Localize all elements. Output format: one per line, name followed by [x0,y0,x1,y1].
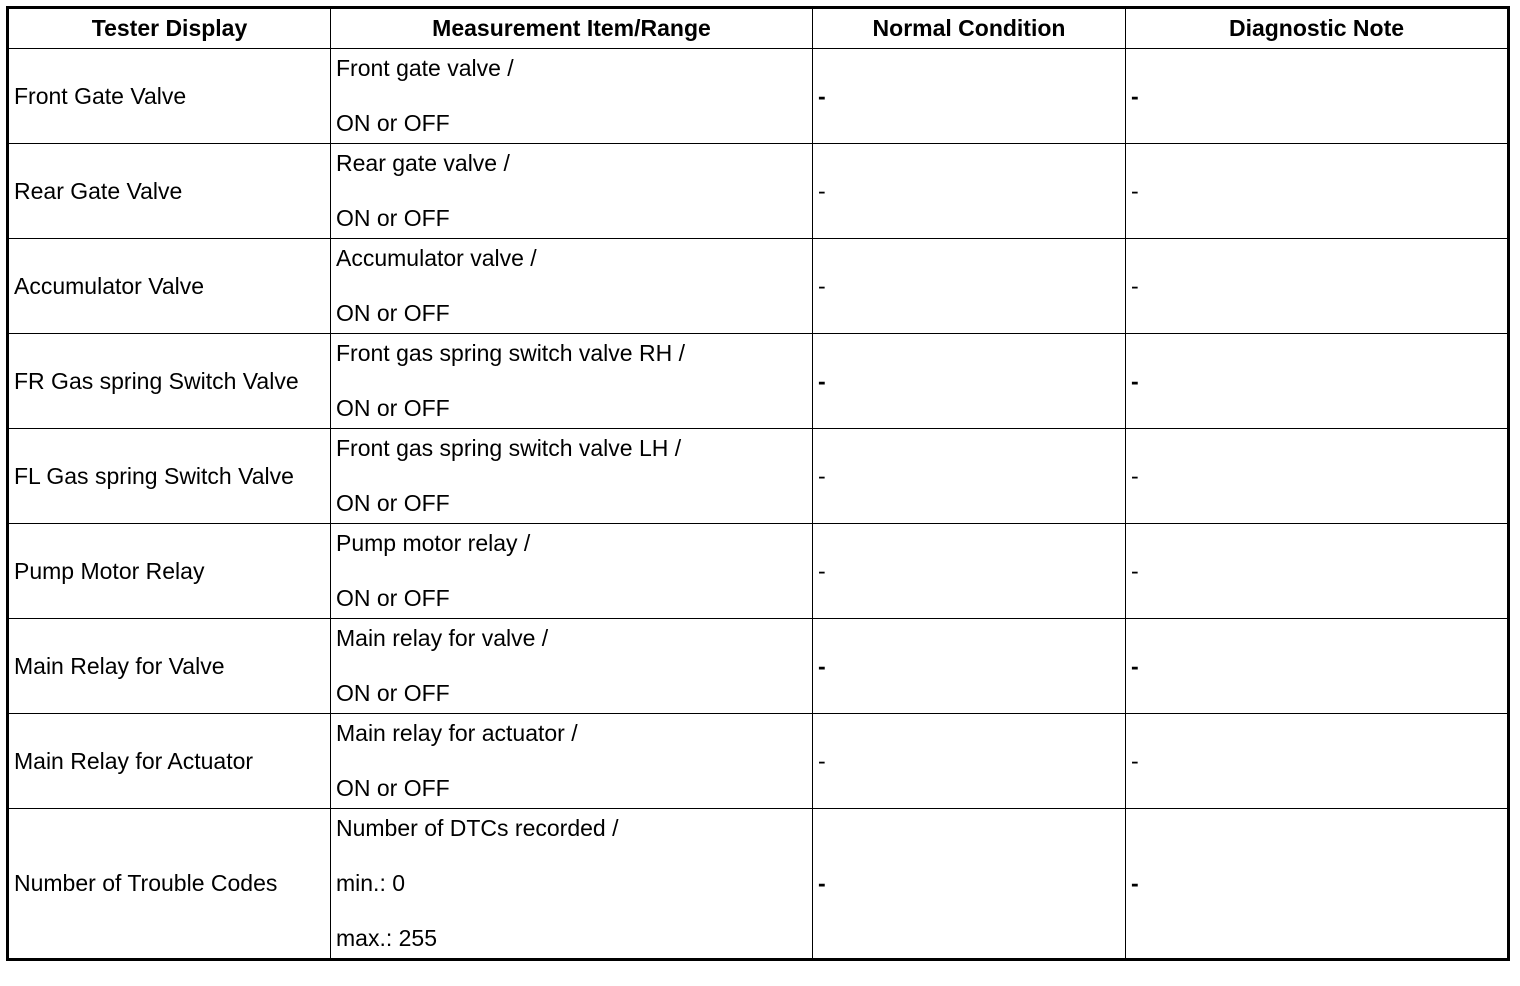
cell-tester-display: Main Relay for Actuator [8,714,331,809]
data-monitor-table [6,6,1510,961]
cell-normal-condition: - [813,49,1126,144]
table-row [8,334,1509,429]
range-line: Front gas spring switch valve RH / [336,339,685,366]
range-line: ON or OFF [336,109,450,136]
cell-diagnostic-note: - [1126,809,1509,960]
range-line: Rear gate valve / [336,149,510,176]
range-line: Front gas spring switch valve LH / [336,434,682,461]
header-normal-condition: Normal Condition [813,8,1126,49]
cell-normal-condition: - [813,524,1126,619]
table-row [8,239,1509,334]
range-line: ON or OFF [336,679,450,706]
cell-measurement-range [331,714,813,809]
cell-normal-condition: - [813,429,1126,524]
range-line: ON or OFF [336,489,450,516]
range-line: min.: 0 [336,869,406,896]
cell-diagnostic-note: - [1126,714,1509,809]
range-line: Main relay for actuator / [336,719,578,746]
table-header-row [8,8,1509,49]
cell-normal-condition: - [813,714,1126,809]
cell-normal-condition: - [813,239,1126,334]
range-line: Accumulator valve / [336,244,537,271]
cell-diagnostic-note: - [1126,144,1509,239]
table-row [8,714,1509,809]
header-diagnostic-note: Diagnostic Note [1126,8,1509,49]
cell-measurement-range [331,49,813,144]
cell-normal-condition: - [813,809,1126,960]
cell-diagnostic-note: - [1126,239,1509,334]
cell-tester-display: Accumulator Valve [8,239,331,334]
cell-measurement-range [331,809,813,960]
range-line: ON or OFF [336,204,450,231]
range-line: Number of DTCs recorded / [336,814,619,841]
range-line: ON or OFF [336,584,450,611]
cell-tester-display: Pump Motor Relay [8,524,331,619]
cell-measurement-range [331,524,813,619]
cell-diagnostic-note: - [1126,619,1509,714]
range-line: Main relay for valve / [336,624,549,651]
cell-normal-condition: - [813,334,1126,429]
table-row [8,429,1509,524]
range-line: max.: 255 [336,924,437,951]
cell-tester-display: Number of Trouble Codes [8,809,331,960]
cell-tester-display: Main Relay for Valve [8,619,331,714]
cell-tester-display: Rear Gate Valve [8,144,331,239]
table-row [8,144,1509,239]
table-row [8,619,1509,714]
cell-measurement-range [331,619,813,714]
cell-tester-display: FL Gas spring Switch Valve [8,429,331,524]
table-row [8,49,1509,144]
cell-normal-condition: - [813,144,1126,239]
cell-normal-condition: - [813,619,1126,714]
cell-diagnostic-note: - [1126,334,1509,429]
cell-tester-display: FR Gas spring Switch Valve [8,334,331,429]
range-line: ON or OFF [336,774,450,801]
range-line: ON or OFF [336,394,450,421]
range-line: Front gate valve / [336,54,514,81]
cell-diagnostic-note: - [1126,49,1509,144]
cell-measurement-range [331,334,813,429]
header-measurement-item-range: Measurement Item/Range [331,8,813,49]
table-row [8,809,1509,960]
cell-measurement-range [331,239,813,334]
cell-measurement-range [331,144,813,239]
cell-diagnostic-note: - [1126,429,1509,524]
header-tester-display: Tester Display [8,8,331,49]
range-line: Pump motor relay / [336,529,531,556]
cell-diagnostic-note: - [1126,524,1509,619]
cell-tester-display: Front Gate Valve [8,49,331,144]
table-row [8,524,1509,619]
cell-measurement-range [331,429,813,524]
range-line: ON or OFF [336,299,450,326]
